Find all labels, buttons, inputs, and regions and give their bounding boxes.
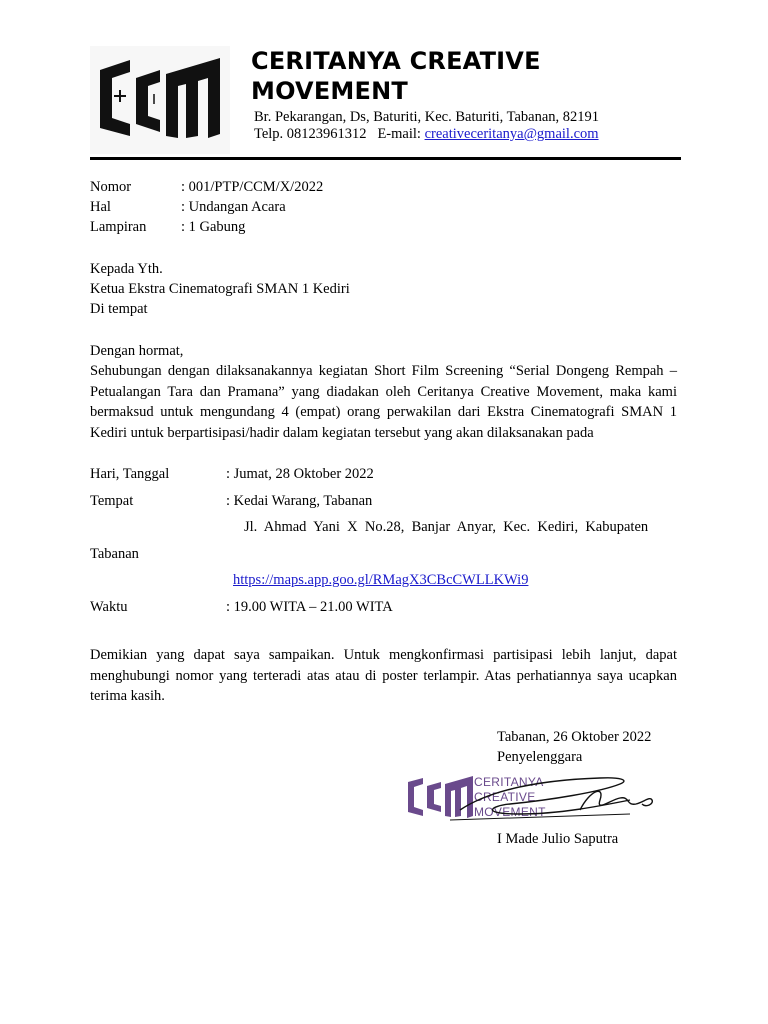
event-time-value: : 19.00 WITA – 21.00 WITA (226, 599, 393, 615)
org-contact (254, 125, 599, 143)
greeting: Dengan hormat, (90, 343, 184, 359)
meta-value-hal: : Undangan Acara (181, 199, 286, 215)
email-label: E-mail: (377, 126, 421, 142)
meta-label-lampiran: Lampiran (90, 219, 147, 235)
map-link[interactable]: https://maps.app.goo.gl/RMagX3CBcCWLLKWi9 (233, 572, 529, 588)
event-date-value: : Jumat, 28 Oktober 2022 (226, 466, 374, 482)
event-address: Jl. Ahmad Yani X No.28, Banjar Anyar, Kec. Kediri, Kabupaten (244, 519, 649, 535)
meta-label-nomor: Nomor (90, 179, 132, 195)
stamp-line-3: MOVEMENT (474, 805, 546, 819)
closing-paragraph: Demikian yang dapat saya sampaikan. Untuk mengkonfirmasi partisipasi lebih lanjut, dapat menghubungi nomor yang terteradi atas atau di poster terlampir. Atas perhatiannya saya ucapkan terima kasih. (90, 647, 677, 704)
recipient-line-3: Di tempat (90, 301, 148, 317)
ccm-logo-icon (90, 46, 230, 154)
org-name: CERITANYA CREATIVE MOVEMENT (251, 47, 541, 105)
event-place-label: Tempat (90, 493, 134, 509)
email-link[interactable]: creativeceritanya@gmail.com (424, 126, 599, 142)
org-phone: Telp. 08123961312 (254, 126, 367, 142)
recipient-line-2: Ketua Ekstra Cinematografi SMAN 1 Kediri (90, 281, 350, 297)
recipient-line-1: Kepada Yth. (90, 261, 163, 277)
event-time-label: Waktu (90, 599, 128, 615)
stamp-line-2: CREATIVE (474, 790, 536, 804)
header-divider (90, 157, 681, 160)
event-place-value: : Kedai Warang, Tabanan (226, 493, 373, 509)
org-logo (90, 46, 230, 154)
signature-role: Penyelenggara (497, 749, 583, 765)
meta-value-lampiran: : 1 Gabung (181, 219, 246, 235)
meta-label-hal: Hal (90, 199, 111, 215)
stamp-line-1: CERITANYA (474, 775, 544, 789)
event-address-cont: Tabanan (90, 546, 139, 562)
body-paragraph: Sehubungan dengan dilaksanakannya kegiatan Short Film Screening “Serial Dongeng Rempah – Petualangan Tara dan Pramana” yang diadakan oleh Ceritanya Creative Movement, maka kami bermaksud untuk mengundang 4 (empat) orang perwakilan dari Ekstra Cinematografi SMAN 1 Kediri untuk berpartisipasi/hadir dalam kegiatan tersebut yang akan dilaksanakan pada (90, 363, 677, 441)
meta-value-nomor: : 001/PTP/CCM/X/2022 (181, 179, 324, 195)
signature-name: I Made Julio Saputra (497, 831, 619, 847)
signature-place-date: Tabanan, 26 Oktober 2022 (497, 729, 652, 745)
org-address: Br. Pekarangan, Ds, Baturiti, Kec. Baturiti, Tabanan, 82191 (254, 109, 600, 125)
event-date-label: Hari, Tanggal (90, 466, 170, 482)
handwritten-signature (430, 770, 660, 830)
